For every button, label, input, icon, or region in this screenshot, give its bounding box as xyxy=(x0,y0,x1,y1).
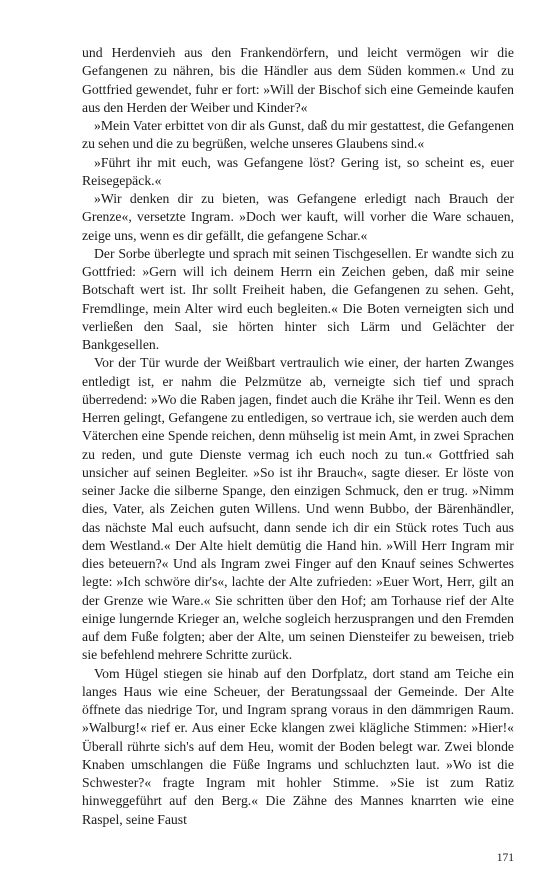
paragraph-7: Vom Hügel stiegen sie hinab auf den Dorfplatz, dort stand am Teiche ein langes Haus wie eine Scheuer, der Beratungssaal der Gemeinde. Der Alte öffnete das niedrige Tor, und Ingram sprang voraus in den dämmrigen Raum. »Walburg!« rief er. Aus einer Ecke klangen zwei klägliche Stimmen: »Hier!« Überall rührte sich's auf dem Heu, womit der Boden belegt war. Zwei blonde Knaben umschlangen die Füße Ingrams und schluchzten laut. »Wo ist die Schwester?« fragte Ingram mit hohler Stimme. »Sie ist zum Ratiz hinweggeführt auf den Berg.« Die Zähne des Mannes knarrten wie eine Raspel, seine Faust xyxy=(82,665,514,827)
paragraph-2: »Mein Vater erbittet von dir als Gunst, daß du mir gestattest, die Gefangenen zu sehen und die zu begrüßen, welche unseres Glaubens sind.« xyxy=(82,118,514,152)
paragraph-3: »Führt ihr mit euch, was Gefangene löst? Gering ist, so scheint es, euer Reisegepäck.« xyxy=(82,154,514,188)
body-text xyxy=(82,44,514,829)
paragraph-5: Der Sorbe überlegte und sprach mit seinen Tischgesellen. Er wandte sich zu Gottfried: »Gern will ich deinem Herrn ein Zeichen geben, daß mir seine Botschaft wert ist. Ihr sollt Freiheit haben, die Gefangenen zu sehen. Geht, Fremdlinge, mein Alter wird euch begleiten.« Die Boten verneigten sich und verließen den Saal, sie hörten hinter sich Lärm und Gelächter der Bankgesellen. xyxy=(82,245,514,352)
paragraph-6: Vor der Tür wurde der Weißbart vertraulich wie einer, der harten Zwanges entledigt ist, er nahm die Pelzmütze ab, verneigte sich tief und sprach überredend: »Wo die Raben jagen, findet auch die Krähe ihr Teil. Wenn es den Herren gelingt, Gefangene zu entledigen, so vertraue ich, sie werden auch dem Väterchen eine Spende reichen, denn mühselig ist mein Amt, in zwei Sprachen zu reden, und gute Dienste vermag ich euch noch zu tun.« Gottfried sah unsicher auf seinen Begleiter. »So ist ihr Brauch«, sagte dieser. Er löste von seiner Jacke die silberne Spange, den einzigen Schmuck, den er trug. »Nimm dies, Vater, als Zeichen guten Willens. Und wenn Bubbo, der Bärenhändler, das nächste Mal euch aufsucht, dann sende ich dir ein Stück rotes Tuch aus dem Westland.« Der Alte hielt demütig die Hand hin. »Will Herr Ingram mir dies beteuern?« Und als Ingram zwei Finger auf den Knauf seines Schwertes legte: »Ich schwöre dir's«, lachte der Alte zufrieden: »Euer Wort, Herr, gilt an der Grenze wie Ware.« Sie schritten über den Hof; am Torhause rief der Alte einige lungernde Krieger an, welche sogleich herzusprangen und den Fremden auf dem Fuße folgten; aber der Alte, um seinen Diensteifer zu beweisen, trieb sie befehlend mehrere Schritte zurück. xyxy=(82,355,514,663)
paragraph-1: und Herdenvieh aus den Frankendörfern, und leicht vermögen wir die Gefangenen zu nähren, bis die Händler aus dem Süden kommen.« Und zu Gottfried gewendet, fuhr er fort: »Will der Bischof sich eine Gemeinde kaufen aus den Herden der Weiber und Kinder?« xyxy=(82,45,514,115)
paragraph-4: »Wir denken dir zu bieten, was Gefangene erledigt nach Brauch der Grenze«, versetzte Ingram. »Doch wer kauft, will vorher die Ware schauen, zeige uns, wenn es dir gefällt, die gefangene Schar.« xyxy=(82,191,514,243)
page-number: 171 xyxy=(496,852,514,864)
